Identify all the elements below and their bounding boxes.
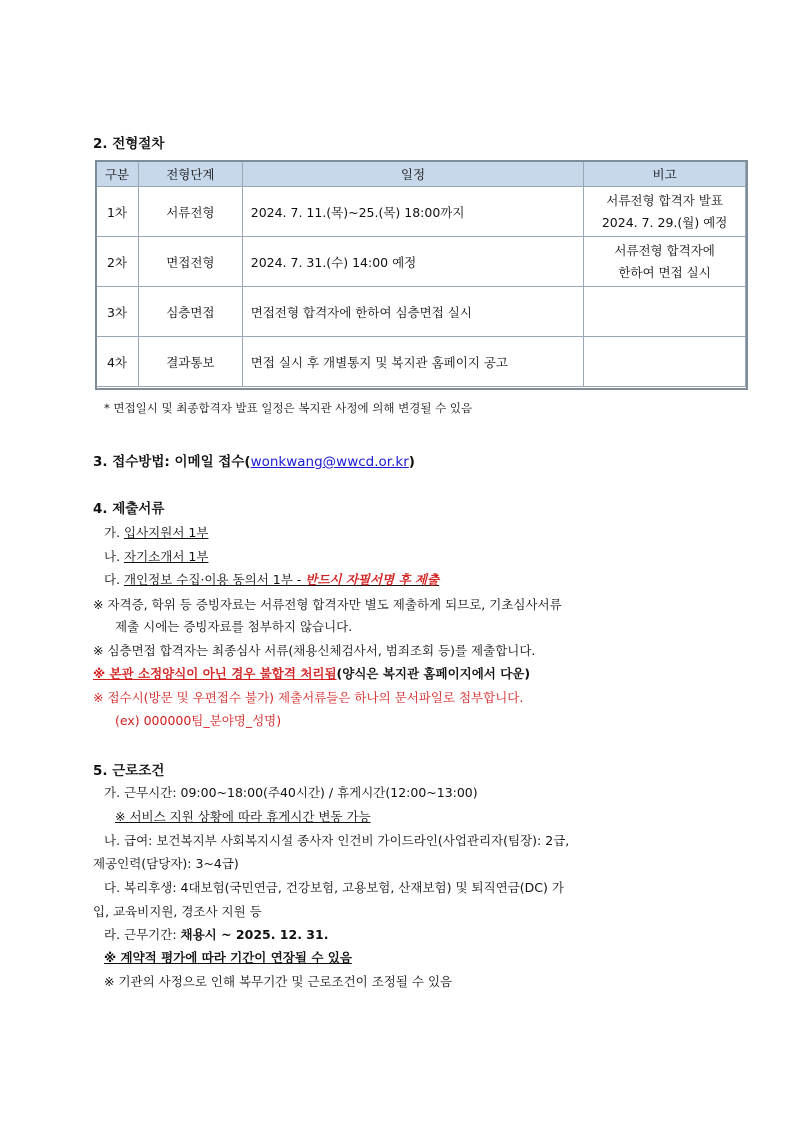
schedule-footnote: * 면접일시 및 최종합격자 발표 일정은 복지관 사정에 의해 변경될 수 있음 <box>104 401 473 415</box>
apply-method-label: 3. 접수방법: 이메일 접수( <box>93 454 251 470</box>
consent-text: 개인정보 수집·이용 동의서 1부 - <box>124 572 306 587</box>
row-schedule: 2024. 7. 11.(목)~25.(목) 18:00까지 <box>242 187 583 237</box>
section-3-heading <box>93 450 415 470</box>
work-hours: 가. 근무시간: 09:00~18:00(주40시간) / 휴게시간(12:00~13:00) <box>104 785 478 800</box>
note-form-warning <box>93 664 530 682</box>
row-schedule: 면접전형 합격자에 한하여 심층면접 실시 <box>242 287 583 337</box>
header-note: 비고 <box>584 161 746 187</box>
row-note-line: 2024. 7. 29.(월) 예정 <box>601 214 728 230</box>
period-label: 라. 근무기간: <box>104 927 181 942</box>
doc-item-self-intro <box>104 547 208 565</box>
row-stage: 결과통보 <box>138 337 242 387</box>
note-certificates-line2: 제출 시에는 증빙자료를 첨부하지 않습니다. <box>115 619 353 634</box>
row-note-line: 서류전형 합격자에 <box>614 242 715 258</box>
table-row <box>96 337 746 387</box>
row-schedule: 면접 실시 후 개별통지 및 복지관 홈페이지 공고 <box>242 337 583 387</box>
row-number: 2차 <box>96 237 139 287</box>
item-prefix: 나. <box>104 549 125 564</box>
benefits-line1: 다. 복리후생: 4대보험(국민연금, 건강보험, 고용보험, 산재보험) 및 퇴직연금(DC) 가 <box>104 880 564 895</box>
item-prefix: 가. <box>104 525 125 540</box>
header-stage: 전형단계 <box>138 161 242 187</box>
row-number: 1차 <box>96 187 139 237</box>
conditions-adjust-note: ※ 기관의 사정으로 인해 복무기간 및 근로조건이 조정될 수 있음 <box>104 974 453 989</box>
row-schedule: 2024. 7. 31.(수) 14:00 예정 <box>242 237 583 287</box>
period-value: 채용시 ~ 2025. 12. 31. <box>180 927 329 942</box>
note-submission-line1: ※ 접수시(방문 및 우편접수 불가) 제출서류들은 하나의 문서파일로 첨부합니다. <box>93 690 524 705</box>
table-row <box>96 187 746 237</box>
row-stage: 심층면접 <box>138 287 242 337</box>
period-extension-note: ※ 계약적 평가에 따라 기간이 연장될 수 있음 <box>104 950 352 965</box>
note-certificates-line1: ※ 자격증, 학위 등 증빙자료는 서류전형 합격자만 별도 제출하게 되므로, 기초심사서류 <box>93 597 562 612</box>
note-submission-line2: (ex) 000000팀_분야명_성명) <box>115 713 282 728</box>
table-row <box>96 237 746 287</box>
benefits-line2: 입, 교육비지원, 경조사 지원 등 <box>93 904 262 919</box>
row-stage: 면접전형 <box>138 237 242 287</box>
salary-line2: 제공인력(담당자): 3~4급) <box>93 856 239 871</box>
row-note <box>584 287 746 337</box>
row-note-line: 한하여 면접 실시 <box>618 264 711 280</box>
table-row <box>96 287 746 337</box>
item-text: 입사지원서 1부 <box>124 525 209 540</box>
form-warning-red: ※ 본관 소정양식이 아닌 경우 불합격 처리됨 <box>93 666 337 681</box>
row-number: 3차 <box>96 287 139 337</box>
row-number: 4차 <box>96 337 139 387</box>
consent-emphasis: 반드시 자필서명 후 제출 <box>305 572 440 587</box>
row-note <box>584 337 746 387</box>
apply-method-suffix: ) <box>408 454 415 470</box>
row-note-line: 서류전형 합격자 발표 <box>606 192 723 208</box>
row-note <box>584 237 746 287</box>
email-link[interactable]: wonkwang@wwcd.or.kr <box>250 454 409 470</box>
row-note <box>584 187 746 237</box>
section-2-heading: 2. 전형절차 <box>93 136 165 152</box>
schedule-table <box>95 160 746 387</box>
table-header-row <box>96 161 746 187</box>
item-text <box>124 572 439 587</box>
doc-item-application <box>104 523 208 541</box>
header-category: 구분 <box>96 161 139 187</box>
section-5-heading: 5. 근로조건 <box>93 763 165 779</box>
row-stage: 서류전형 <box>138 187 242 237</box>
work-period <box>104 925 328 943</box>
section-4-heading: 4. 제출서류 <box>93 501 165 517</box>
header-schedule: 일정 <box>242 161 583 187</box>
salary-line1: 나. 급여: 보건복지부 사회복지시설 종사자 인건비 가이드라인(사업관리자(팀장): 2급, <box>104 833 570 848</box>
work-hours-note: ※ 서비스 지원 상황에 따라 휴게시간 변동 가능 <box>115 809 371 824</box>
item-text: 자기소개서 1부 <box>124 549 209 564</box>
item-prefix: 다. <box>104 572 125 587</box>
doc-item-consent <box>104 570 439 588</box>
form-download-hint: (양식은 복지관 홈페이지에서 다운) <box>336 666 531 681</box>
note-final-documents: ※ 심층면접 합격자는 최종심사 서류(채용신체검사서, 범죄조회 등)를 제출합니다. <box>93 643 536 658</box>
